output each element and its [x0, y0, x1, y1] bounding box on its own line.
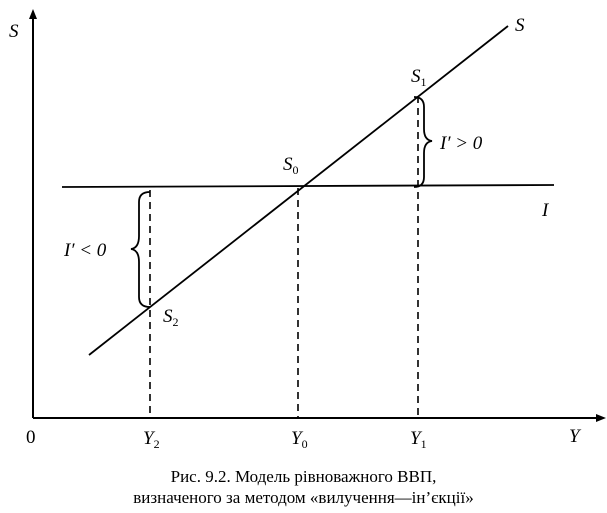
savings-line-label: S — [515, 15, 525, 36]
brace-negative — [131, 192, 150, 307]
point-s0-label: $S_0$ — [283, 154, 299, 177]
investment-line-label: I — [542, 200, 549, 221]
tick-y0-label: $Y_0$ — [291, 428, 308, 451]
y-axis-label: S — [9, 21, 19, 42]
figure-caption — [0, 466, 607, 508]
x-axis-label: Y — [569, 426, 580, 447]
brace-positive-label: I′ > 0 — [440, 133, 483, 154]
origin-label: 0 — [26, 427, 36, 448]
brace-positive — [414, 97, 432, 187]
tick-y2-label: $Y_2$ — [143, 428, 160, 451]
investment-line — [62, 185, 554, 187]
point-s2-label: $S_2$ — [163, 306, 179, 329]
tick-y1-label: $Y_1$ — [410, 428, 427, 451]
brace-negative-label: I′ < 0 — [64, 240, 107, 261]
caption-line-1: Рис. 9.2. Модель рівноважного ВВП, — [170, 467, 437, 486]
caption-line-2: визначеного за методом «вилучення—ін’єкції» — [133, 488, 474, 507]
point-s1-label: $S_1$ — [411, 66, 427, 89]
